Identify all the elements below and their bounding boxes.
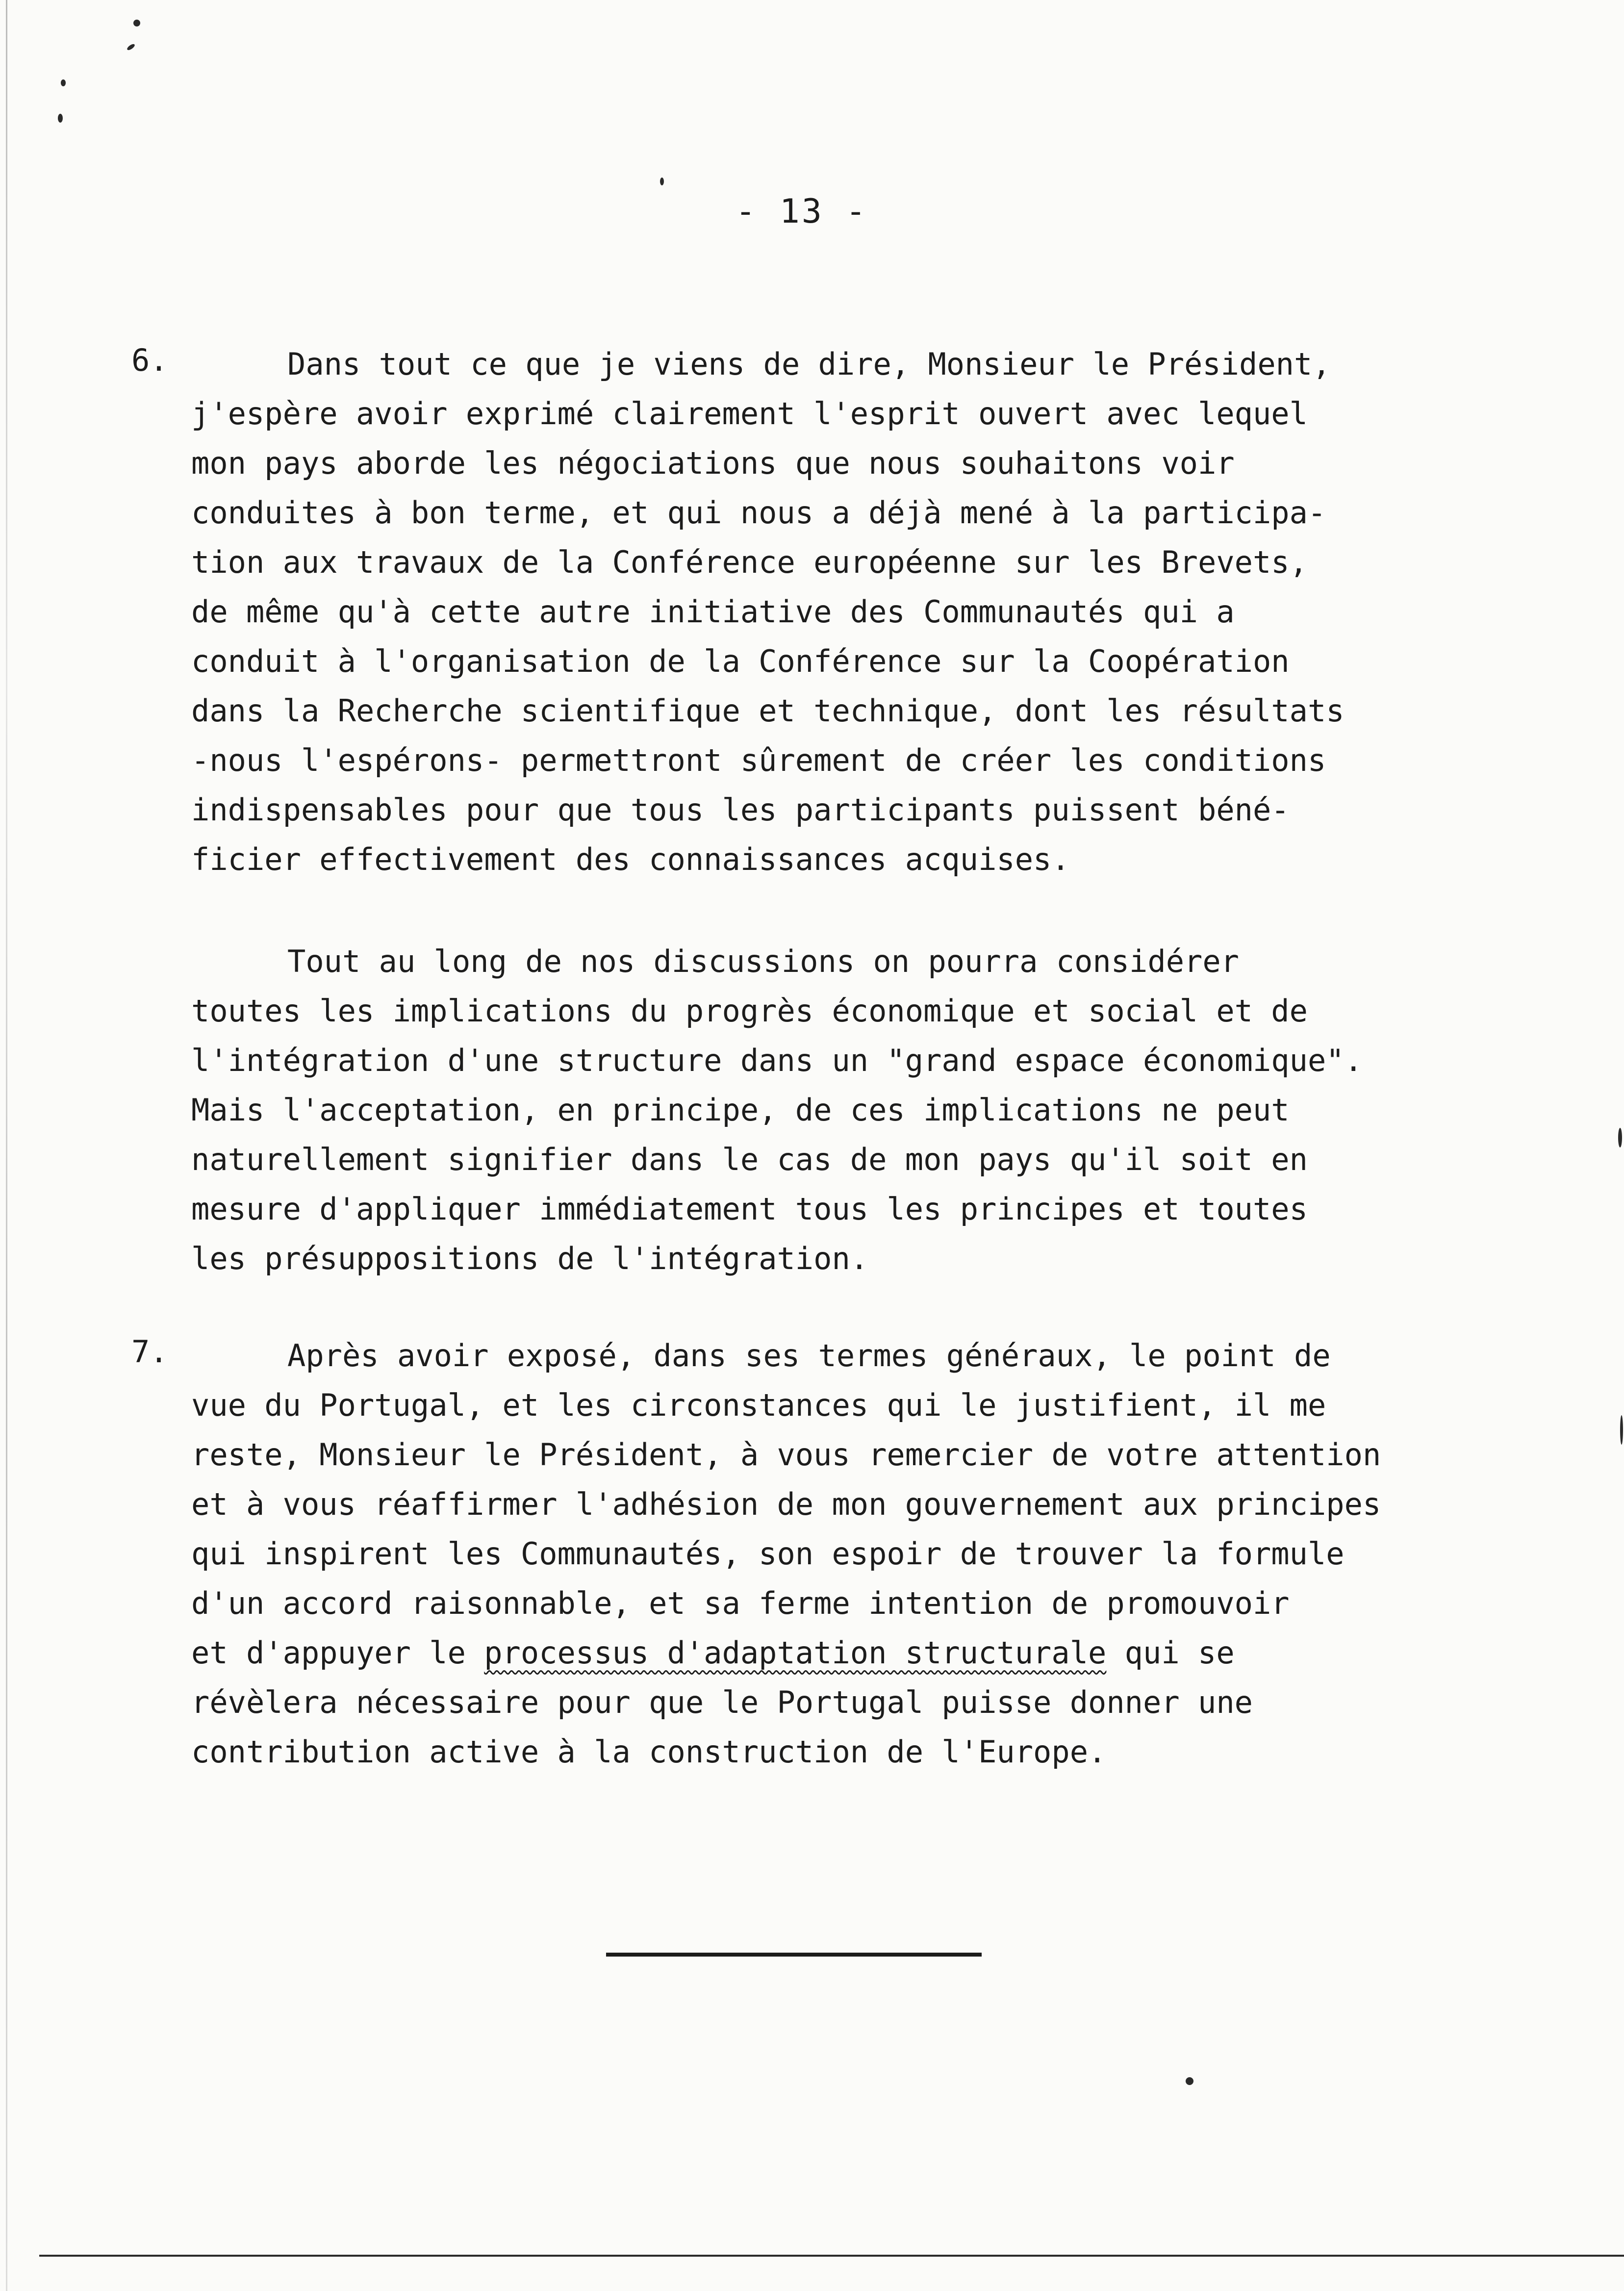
text-line: d'un accord raisonnable, et sa ferme intention de promouvoir [191,1585,1290,1621]
text-line: contribution active à la construction de l'Europe. [191,1734,1107,1770]
closing-rule [606,1953,982,1957]
text-line: Tout au long de nos discussions on pourra considérer [287,943,1240,979]
scan-speck [1618,1128,1622,1147]
text-line: -nous l'espérons- permettront sûrement de créer les conditions [191,742,1326,778]
text-fragment: qui se [1106,1635,1235,1671]
text-line: reste, Monsieur le Président, à vous remercier de votre attention [191,1437,1381,1473]
text-line: Mais l'acceptation, en principe, de ces implications ne peut [191,1092,1290,1128]
text-line: j'espère avoir exprimé clairement l'esprit ouvert avec lequel [191,396,1308,432]
scan-speck [660,178,664,185]
section-number: 7. [131,1334,168,1370]
page-bottom-edge [39,2255,1624,2257]
scan-left-edge [6,0,7,2291]
text-line: les présuppositions de l'intégration. [191,1241,869,1276]
text-line: mon pays aborde les négociations que nous souhaitons voir [191,445,1235,481]
section-number: 6. [131,342,168,378]
text-line: Après avoir exposé, dans ses termes généraux, le point de [287,1338,1331,1374]
text-line: Dans tout ce que je viens de dire, Monsieur le Président, [287,346,1331,382]
scan-speck [126,43,135,51]
underlined-phrase: processus d'adaptation structurale [484,1635,1107,1671]
page-number: - 13 - [736,192,868,231]
text-line-with-underline [191,1628,1446,1678]
scan-speck [58,114,63,123]
scan-speck [61,79,66,86]
text-line: mesure d'appliquer immédiatement tous les principes et toutes [191,1191,1308,1227]
text-line: indispensables pour que tous les participants puissent béné- [191,792,1290,828]
text-line: l'intégration d'une structure dans un "grand espace économique". [191,1043,1363,1078]
scan-speck [133,20,140,26]
text-line: toutes les implications du progrès économique et social et de [191,993,1308,1029]
text-line: qui inspirent les Communautés, son espoir de trouver la formule [191,1536,1345,1572]
text-line: naturellement signifier dans le cas de mon pays qu'il soit en [191,1142,1308,1177]
text-line: conduit à l'organisation de la Conférence sur la Coopération [191,643,1290,679]
text-line: et à vous réaffirmer l'adhésion de mon gouvernement aux principes [191,1486,1381,1522]
text-line: tion aux travaux de la Conférence européenne sur les Brevets, [191,544,1308,580]
scan-speck [1620,1415,1623,1445]
text-line: conduites à bon terme, et qui nous a déjà mené à la participa- [191,495,1326,531]
text-line: ficier effectivement des connaissances acquises. [191,841,1070,877]
text-line: révèlera nécessaire pour que le Portugal puisse donner une [191,1684,1253,1720]
text-line: dans la Recherche scientifique et technique, dont les résultats [191,693,1345,729]
text-fragment: et d'appuyer le [191,1635,484,1671]
paragraph [191,1331,1446,1777]
text-line: vue du Portugal, et les circonstances qui le justifient, il me [191,1387,1326,1423]
paragraph [191,339,1446,884]
scan-speck [1186,2077,1193,2085]
text-line: de même qu'à cette autre initiative des Communautés qui a [191,594,1235,630]
paragraph [191,937,1446,1283]
